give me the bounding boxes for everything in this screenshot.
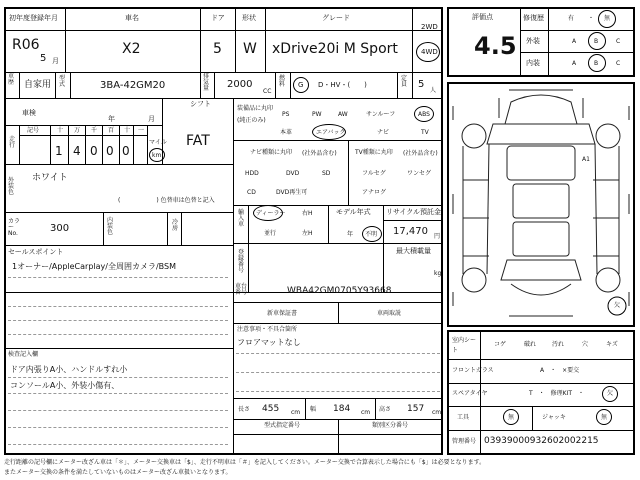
mileage-digit-1: 1 bbox=[55, 144, 63, 158]
reg-no-label: 登録番号 bbox=[238, 249, 245, 274]
inspector-line2: コンソールA小、外装小傷有、 bbox=[10, 381, 120, 390]
disp-label: 排気量 bbox=[203, 73, 210, 92]
navi-cd: CD bbox=[247, 189, 256, 196]
recycle-label: リサイクル預託金 bbox=[386, 208, 442, 216]
fuel-label: 燃料 bbox=[279, 75, 286, 88]
spare-value: T ・ 修理KIT ・ bbox=[529, 390, 585, 397]
repair-sep: ・ bbox=[588, 15, 595, 22]
model-year-year: 年 bbox=[347, 231, 354, 238]
color-label: 外装色 bbox=[8, 177, 15, 196]
mileage-label: 走行 bbox=[9, 136, 16, 149]
cold-label: 冷房 bbox=[172, 219, 179, 232]
mileage-digit-2: 4 bbox=[73, 144, 81, 158]
sales-point-label: セールスポイント bbox=[8, 248, 64, 256]
inspection-month: 月 bbox=[148, 115, 155, 123]
diagram-a1: A1 bbox=[582, 156, 590, 163]
use-label: 車歴 bbox=[8, 73, 15, 86]
interior-seat-label: 室内シート bbox=[452, 337, 477, 354]
drive-2wd: 2WD bbox=[421, 23, 438, 31]
width-unit: cm bbox=[361, 409, 371, 416]
equip-airbag: エアバック bbox=[316, 129, 346, 136]
equip-navi: ナビ bbox=[377, 129, 390, 136]
tv-analog: アナログ bbox=[362, 189, 387, 196]
model-label: 型式 bbox=[59, 75, 66, 88]
footer-line1: 走行距離の記号欄にメーター改ざん車は「＊」、メーター交換車は「$」、走行不明車は「＃」を記入してください。メーター交換で合算表示した場合にも「$」は必要となります。 bbox=[4, 459, 486, 466]
exterior-a: A bbox=[572, 38, 577, 45]
equipment-label: 装備品に丸印 bbox=[237, 105, 274, 112]
mileage-digit-5: 0 bbox=[122, 144, 130, 158]
score-label: 評価点 bbox=[472, 13, 493, 21]
length-unit: cm bbox=[291, 409, 301, 416]
notes-text: フロアマットなし bbox=[237, 338, 301, 347]
interior-a: A bbox=[572, 60, 577, 67]
seat-koge: コゲ bbox=[494, 341, 507, 348]
max-load-label: 最大積載量 bbox=[396, 247, 431, 255]
mileage-km: km bbox=[152, 152, 162, 159]
color-value: ホワイト bbox=[32, 173, 68, 183]
recycle-value: 17,470 bbox=[393, 226, 428, 237]
mileage-header-10man: 十 bbox=[57, 127, 64, 134]
capacity-value: 5 bbox=[418, 79, 425, 90]
seat-yogore: 汚れ bbox=[552, 341, 565, 348]
capacity-label: 定員 bbox=[401, 75, 408, 88]
reg-date-label: 初年度登録年月 bbox=[9, 14, 58, 22]
exterior-label: 外装 bbox=[526, 37, 540, 45]
car-name: X2 bbox=[122, 41, 141, 57]
drive-4wd: 4WD bbox=[421, 48, 438, 56]
door-count: 5 bbox=[213, 41, 222, 57]
import-dealer: ディーラー bbox=[256, 210, 286, 217]
navi-sub: (社外品含む) bbox=[302, 150, 337, 157]
equip-aw: AW bbox=[338, 111, 348, 118]
width-label: 幅 bbox=[310, 406, 317, 413]
equip-leather: 本革 bbox=[280, 129, 293, 136]
shape-label: 形状 bbox=[242, 14, 256, 22]
interior-color-label: 内装色 bbox=[107, 217, 114, 236]
cc-unit: CC bbox=[263, 88, 272, 95]
capacity-unit: 人 bbox=[430, 87, 437, 94]
car-diagram bbox=[449, 84, 633, 325]
mileage-digit-3: 0 bbox=[90, 144, 98, 158]
navi-sd: SD bbox=[322, 170, 331, 177]
model-value: 3BA-42GM20 bbox=[100, 80, 166, 91]
height-value: 157 bbox=[407, 404, 425, 414]
recycle-unit: 円 bbox=[434, 233, 441, 240]
reg-month: 5 bbox=[40, 53, 47, 64]
notes-label: 注意事項・不具合箇所 bbox=[237, 326, 298, 333]
inspector-line1: ドア内張りA小、ハンドルすれ小 bbox=[10, 365, 128, 374]
interior-label: 内装 bbox=[526, 59, 540, 67]
color-no-value: 300 bbox=[50, 223, 70, 234]
equip-sunroof: サンルーフ bbox=[366, 111, 396, 118]
warranty-book: 新車保証書 bbox=[267, 310, 298, 317]
shift-label: シフト bbox=[190, 100, 211, 108]
navi-dvd-play: DVD再生可 bbox=[276, 189, 308, 196]
mileage-digit-4: 0 bbox=[106, 144, 114, 158]
exterior-b: B bbox=[594, 38, 599, 45]
equipment-sub: (純正のみ) bbox=[237, 117, 266, 124]
navi-hdd: HDD bbox=[245, 170, 259, 177]
tv-fullseg: フルセグ bbox=[362, 170, 386, 177]
diagram-missing: 欠 bbox=[614, 302, 621, 309]
manage-label: 管理番号 bbox=[452, 438, 477, 445]
mileage-header-man: 万 bbox=[74, 127, 81, 134]
manage-value: 03939000932602002215 bbox=[484, 436, 599, 446]
tv-label: TV種類に丸印 bbox=[355, 149, 393, 156]
width-value: 184 bbox=[333, 404, 351, 414]
repair-no: 無 bbox=[604, 15, 611, 22]
inspector-label: 検査記入欄 bbox=[8, 351, 39, 358]
mileage-header-ichi: 一 bbox=[138, 127, 145, 134]
seat-kizu: キズ bbox=[606, 341, 618, 348]
interior-c: C bbox=[616, 60, 621, 67]
tv-sub: (社外品含む) bbox=[403, 150, 438, 157]
reg-year: R06 bbox=[12, 37, 40, 53]
navi-dvd: DVD bbox=[286, 170, 300, 177]
color-no-label: カラーNo. bbox=[8, 218, 21, 237]
equip-pw: PW bbox=[312, 111, 322, 118]
tools-none: 無 bbox=[508, 414, 515, 421]
mileage-header-symbol: 記号 bbox=[27, 127, 40, 134]
tools-label: 工具 bbox=[457, 414, 470, 421]
sales-point-text: 1オーナー/AppleCarplay/全周囲カメラ/BSM bbox=[12, 262, 176, 271]
glass-label: フロントガラス bbox=[452, 367, 494, 374]
warranty-manual: 車両取説 bbox=[377, 310, 402, 317]
height-label: 高さ bbox=[379, 406, 392, 413]
fuel-options: D・HV・( ) bbox=[318, 81, 367, 89]
mileage-header-hyaku: 百 bbox=[108, 127, 115, 134]
color-note: ( ) 色替車は色替と記入 bbox=[118, 197, 215, 204]
spare-missing: 欠 bbox=[607, 390, 614, 397]
equip-tv: TV bbox=[421, 129, 429, 136]
seat-yabure: 破れ bbox=[524, 341, 537, 348]
length-value: 455 bbox=[262, 404, 280, 414]
vin-value: WBA42GM0705Y93668 bbox=[287, 286, 392, 296]
score-value: 4.5 bbox=[474, 32, 517, 60]
model-year-unknown: 不明 bbox=[365, 231, 378, 238]
type-cert-label: 型式指定番号 bbox=[264, 422, 301, 429]
class-label: 類別区分番号 bbox=[372, 422, 409, 429]
jack-label: ジャッキ bbox=[542, 414, 566, 421]
mileage-header-juu: 十 bbox=[124, 127, 131, 134]
import-label: 輸入車 bbox=[238, 209, 245, 228]
disp-value: 2000 bbox=[227, 79, 253, 90]
vin-label: 車台番号 bbox=[235, 283, 248, 296]
grade-label: グレード bbox=[322, 14, 350, 22]
fuel-g: G bbox=[298, 81, 304, 89]
max-load-unit: kg bbox=[434, 270, 442, 277]
inspection-label: 車検 bbox=[22, 109, 36, 117]
footer-line2: またメーター交換の条件を満たしていないものはメーター改ざん車扱いとなります。 bbox=[4, 469, 232, 476]
shape-value: W bbox=[243, 41, 257, 57]
height-unit: cm bbox=[432, 409, 442, 416]
repair-yes: 有 bbox=[568, 15, 575, 22]
reg-month-unit: 月 bbox=[52, 57, 59, 65]
inspection-year: 年 bbox=[108, 115, 115, 123]
length-label: 長さ bbox=[238, 406, 251, 413]
grade-value: xDrive20i M Sport bbox=[272, 41, 398, 57]
tv-oneseg: ワンセグ bbox=[407, 170, 432, 177]
spare-label: スペアタイヤ bbox=[452, 390, 488, 397]
use-value: 自家用 bbox=[24, 80, 52, 90]
car-name-label: 車名 bbox=[125, 14, 139, 22]
mileage-mile: マイル bbox=[149, 139, 167, 146]
mileage-header-sen: 千 bbox=[91, 127, 98, 134]
exterior-c: C bbox=[616, 38, 621, 45]
import-left: 左H bbox=[302, 230, 313, 237]
equip-ps: PS bbox=[282, 111, 290, 118]
model-year-label: モデル年式 bbox=[336, 208, 371, 216]
shift-value: FAT bbox=[186, 133, 210, 149]
glass-value: A ・ ×要交 bbox=[540, 367, 580, 374]
jack-none: 無 bbox=[601, 414, 608, 421]
import-parallel: 並行 bbox=[264, 230, 277, 237]
interior-b: B bbox=[594, 60, 599, 67]
equip-abs: ABS bbox=[418, 111, 430, 118]
navi-label: ナビ種類に丸印 bbox=[250, 149, 293, 156]
seat-ana: 穴 bbox=[582, 341, 589, 348]
door-label: ドア bbox=[211, 14, 225, 22]
repair-label: 修復歴 bbox=[523, 14, 544, 22]
import-right: 右H bbox=[302, 210, 313, 217]
